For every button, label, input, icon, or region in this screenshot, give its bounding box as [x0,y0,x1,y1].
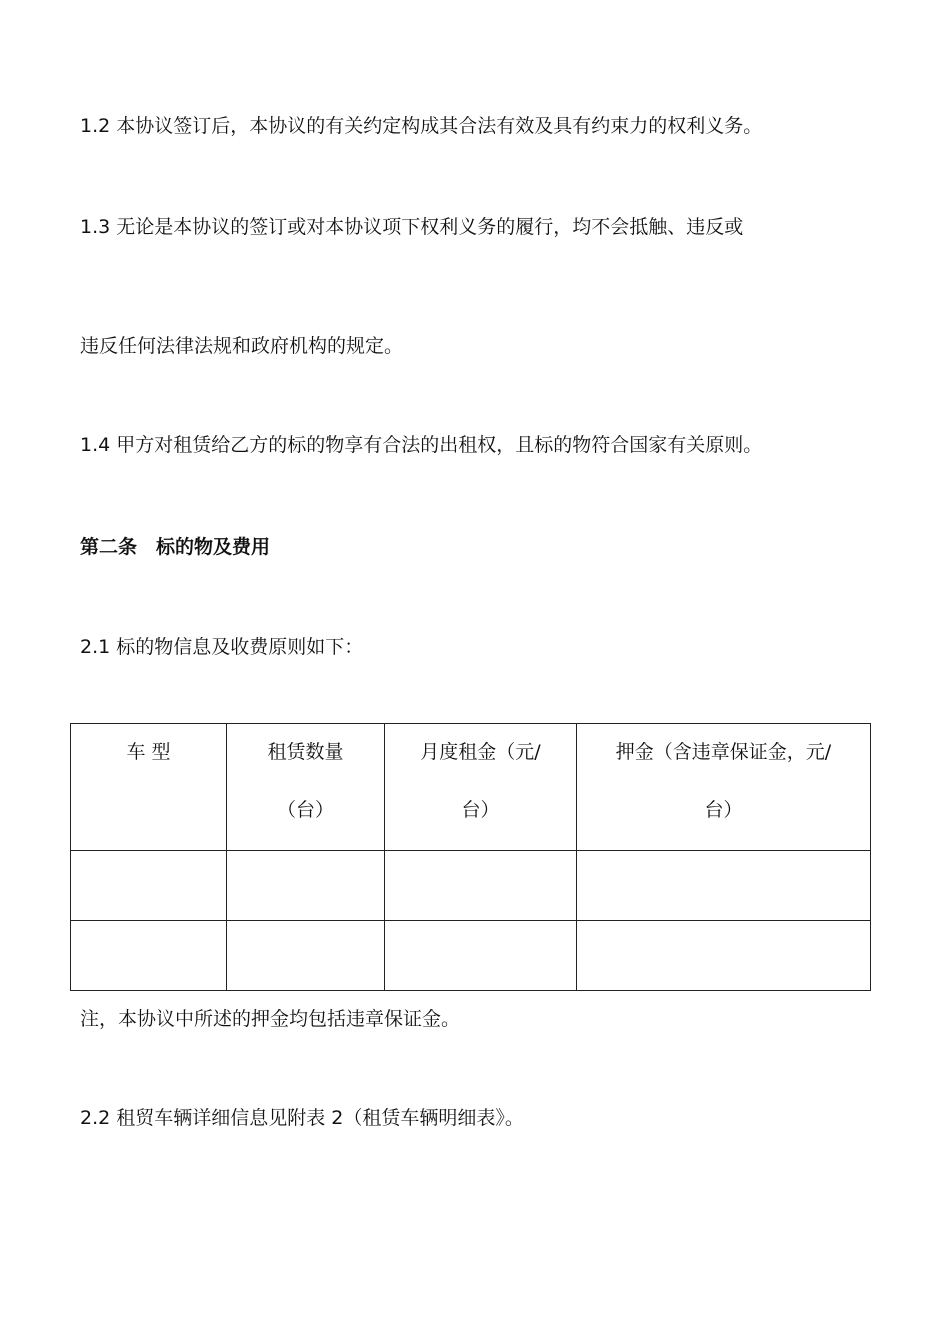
rental-spec-table [70,723,871,991]
paragraph-2-1: 2.1 标的物信息及收费原则如下： [80,636,364,658]
section-2-title: 第二条 标的物及费用 [80,536,271,558]
header-vehicle-type-label: 车 型 [126,741,171,763]
header-cell-quantity [227,724,385,851]
header-deposit-line-2: 台） [704,799,743,821]
table-row [71,851,871,921]
table-header-row [71,724,871,851]
table-cell [71,921,227,991]
table-note: 注，本协议中所述的押金均包括违章保证金。 [80,1008,461,1030]
table-cell [227,851,385,921]
paragraph-2-2: 2.2 租贸车辆详细信息见附表 2（租赁车辆明细表》。 [80,1107,524,1129]
paragraph-1-4: 1.4 甲方对租赁给乙方的标的物享有合法的出租权，且标的物符合国家有关原则。 [80,434,763,456]
paragraph-1-2: 1.2 本协议签订后，本协议的有关约定构成其合法有效及具有约束力的权利义务。 [80,115,763,137]
header-deposit-line-1: 押金（含违章保证金，元/ [615,741,832,763]
header-quantity-line-1: 租赁数量 [267,741,344,763]
header-monthly-rent-line-1: 月度租金（元/ [420,741,541,763]
table-cell [227,921,385,991]
table-cell [577,851,871,921]
table-row [71,921,871,991]
table-cell [385,851,577,921]
header-quantity-line-2: （台） [276,799,334,821]
paragraph-1-3-line-2: 违反任何法律法规和政府机构的规定。 [80,335,404,357]
table-cell [71,851,227,921]
header-cell-deposit [577,724,871,851]
table-cell [577,921,871,991]
table-cell [385,921,577,991]
header-cell-monthly-rent [385,724,577,851]
header-monthly-rent-line-2: 台） [461,799,500,821]
paragraph-1-3-line-1: 1.3 无论是本协议的签订或对本协议项下权利义务的履行，均不会抵触、违反或 [80,216,744,238]
header-cell-vehicle-type [71,724,227,851]
